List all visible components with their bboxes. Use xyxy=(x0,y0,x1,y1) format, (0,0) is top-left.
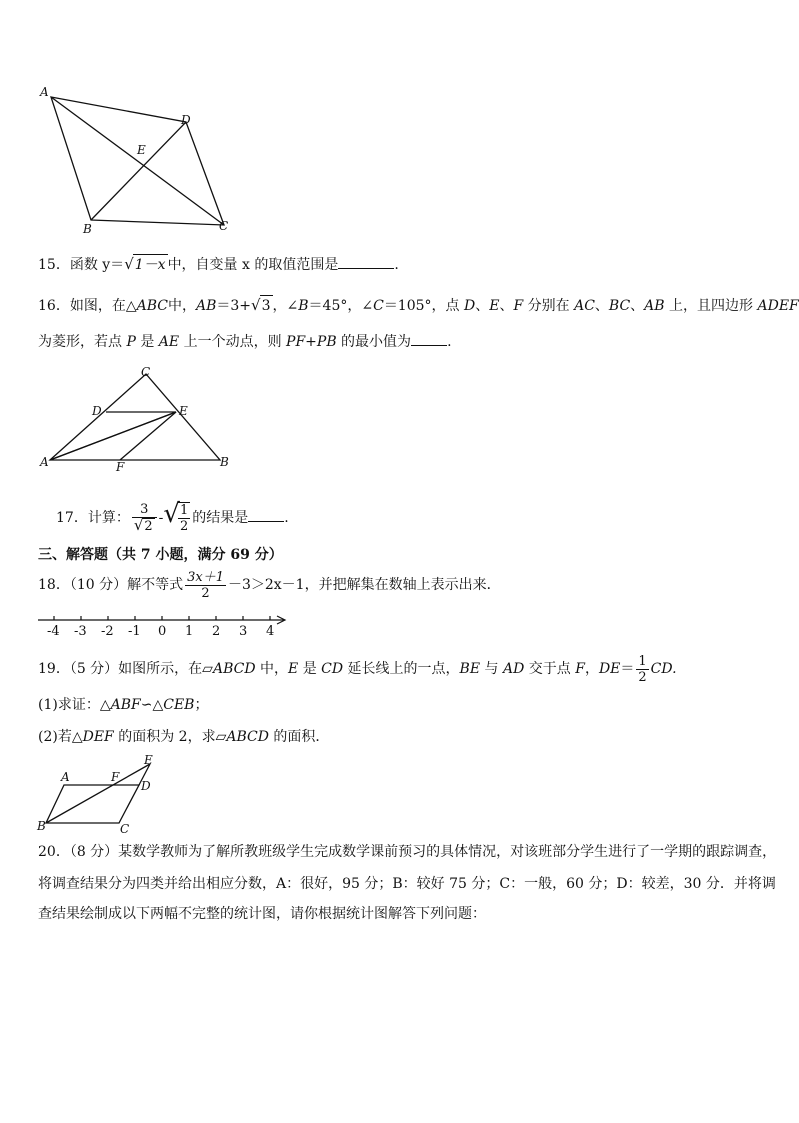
numerator: 3x＋1 xyxy=(187,569,224,585)
question-19-part-2 xyxy=(38,727,329,747)
q16-text: 如图，在△ xyxy=(69,298,137,314)
question-19-part-1 xyxy=(38,695,208,715)
q16-d: D xyxy=(463,298,476,314)
number-line xyxy=(36,610,296,642)
q19-be: BE xyxy=(459,661,481,677)
tick-label: -2 xyxy=(101,624,114,639)
label-b: B xyxy=(220,455,229,469)
q19-ad: AD xyxy=(502,661,525,677)
q19-text: 是 xyxy=(298,661,322,677)
q16-ac: AC xyxy=(574,298,595,314)
q15-prefix: 函数 y＝ xyxy=(69,257,125,273)
question-15 xyxy=(38,254,399,275)
q19-text: ； xyxy=(194,697,209,713)
sqrt-icon: √ xyxy=(124,255,134,273)
fraction xyxy=(178,502,190,534)
q16-ab: AB xyxy=(644,298,665,314)
figure-parallelogram-abcd xyxy=(34,752,164,836)
q19-e: E xyxy=(288,661,299,677)
question-18 xyxy=(38,566,501,604)
q19-text: (1)求证：△ xyxy=(38,697,111,713)
tick-label: 3 xyxy=(239,624,248,639)
q15-end: . xyxy=(394,257,399,273)
label-c: C xyxy=(219,219,229,233)
answer-blank xyxy=(338,254,394,269)
numerator: 1 xyxy=(179,503,189,518)
label-e: E xyxy=(144,753,153,767)
q16-text: 上，且四边形 xyxy=(664,298,758,314)
q19-text: 延长线上的一点， xyxy=(343,661,460,677)
figure-triangle-abc xyxy=(36,362,236,474)
label-d: D xyxy=(92,404,102,418)
denominator: 2 xyxy=(179,519,189,534)
numerator: 3 xyxy=(132,502,157,518)
fraction xyxy=(636,654,648,685)
label-a: A xyxy=(40,455,49,469)
q16-adef: ADEF xyxy=(757,298,799,314)
q16-sep: 、 xyxy=(594,298,609,314)
label-a: A xyxy=(61,770,70,784)
denominator: 2 xyxy=(638,669,647,685)
q16-bc: BC xyxy=(608,298,631,314)
tick-label: 2 xyxy=(212,624,221,639)
figure-quadrilateral-abcd xyxy=(36,82,246,242)
q16-text: 的最小值为 xyxy=(336,334,412,350)
q16-abc: ABC xyxy=(136,298,168,314)
tick-label: -3 xyxy=(74,624,87,639)
tick-label: -4 xyxy=(47,624,60,639)
q18-text: 18．（10 分）解不等式 xyxy=(38,577,184,593)
q16-text: 上一个动点，则 xyxy=(179,334,287,350)
q19-def: DEF xyxy=(82,729,114,745)
q19-text: 19．（5 分）如图所示，在▱ xyxy=(38,661,213,677)
q16-text: 是 xyxy=(135,334,159,350)
q16-text: ＝45°，∠ xyxy=(308,298,374,314)
tick-label: 1 xyxy=(185,624,194,639)
q19-text: ＝ xyxy=(620,661,635,677)
q19-text: 的面积． xyxy=(268,729,330,745)
q16-radicand: 3 xyxy=(260,295,273,316)
q16-sep: 、 xyxy=(475,298,490,314)
label-f: F xyxy=(116,460,125,474)
q18-text: －3＞2x－1，并把解集在数轴上表示出来． xyxy=(227,577,501,593)
fraction xyxy=(185,570,226,601)
q19-abcd: ABCD xyxy=(212,661,256,677)
q16-end: . xyxy=(447,334,452,350)
denominator: 2 xyxy=(201,585,210,601)
q15-number: 15． xyxy=(38,257,70,273)
q16-text: 分别在 xyxy=(523,298,575,314)
label-c: C xyxy=(120,822,130,836)
numerator: 1 xyxy=(638,653,647,669)
fraction xyxy=(132,502,157,534)
q16-e: E xyxy=(489,298,500,314)
q16-number: 16． xyxy=(38,298,70,314)
q19-text: ， xyxy=(584,661,599,677)
label-c: C xyxy=(141,365,151,379)
q19-cd: CD. xyxy=(650,661,677,677)
label-d: D xyxy=(181,113,191,127)
q16-p: P xyxy=(126,334,136,350)
q19-de: DE xyxy=(598,661,621,677)
q19-cd: CD xyxy=(321,661,344,677)
minus-sign: - xyxy=(158,510,164,526)
q16-ab: AB xyxy=(195,298,217,314)
label-e: E xyxy=(179,404,188,418)
question-20-line-2: 将调查结果分为四类并给出相应分数，A：很好，95 分；B：较好 75 分；C：一般，60 分；D：较差，30 分．并将调 xyxy=(38,876,776,892)
question-16-line-1 xyxy=(38,295,799,316)
q17-text: 的结果是 xyxy=(192,510,249,526)
q17-number: 17． xyxy=(56,510,88,526)
tick-label: -1 xyxy=(128,624,141,639)
q16-angle-b: B xyxy=(298,298,309,314)
question-16-line-2 xyxy=(38,331,452,352)
q19-text: ∽△ xyxy=(140,697,164,713)
label-a: A xyxy=(40,85,49,99)
q16-text: ＝3+ xyxy=(216,298,252,314)
section-heading: 三、解答题（共 7 小题，满分 69 分） xyxy=(38,547,283,563)
q16-sep: 、 xyxy=(630,298,645,314)
question-20-line-3: 查结果绘制成以下两幅不完整的统计图，请你根据统计图解答下列问题： xyxy=(38,906,486,922)
label-f: F xyxy=(111,770,120,784)
q17-text: 计算： xyxy=(87,510,130,526)
q16-ae: AE xyxy=(158,334,180,350)
q16-f: F xyxy=(513,298,524,314)
answer-blank xyxy=(248,507,284,522)
label-e: E xyxy=(137,143,146,157)
q16-text: 为菱形，若点 xyxy=(38,334,127,350)
q16-text: ，∠ xyxy=(272,298,299,314)
radicand: 2 xyxy=(144,519,153,534)
q19-text: (2)若△ xyxy=(38,729,83,745)
denominator xyxy=(132,518,157,534)
q16-sep: 、 xyxy=(499,298,514,314)
tick-label: 0 xyxy=(158,624,167,639)
label-d: D xyxy=(141,779,151,793)
tick-label: 4 xyxy=(266,624,275,639)
q19-text: 中， xyxy=(255,661,289,677)
sqrt-icon: √ xyxy=(133,516,144,534)
q19-abf: ABF xyxy=(110,697,141,713)
q16-angle-c: C xyxy=(373,298,384,314)
q19-abcd: ABCD xyxy=(226,729,269,745)
q16-pfpb: PF+PB xyxy=(286,334,337,350)
q16-text: 中， xyxy=(167,298,196,314)
q16-text: ＝105°，点 xyxy=(383,298,464,314)
q15-radicand: 1－x xyxy=(133,254,168,275)
q19-text: 交于点 xyxy=(524,661,576,677)
answer-blank xyxy=(411,331,447,346)
q19-f: F xyxy=(575,661,585,677)
q15-text: 中，自变量 x 的取值范围是 xyxy=(167,257,339,273)
question-19 xyxy=(38,650,677,688)
sqrt-icon: √ xyxy=(163,499,180,529)
label-b: B xyxy=(37,819,46,833)
q19-text: 与 xyxy=(480,661,503,677)
sqrt-icon: √ xyxy=(251,296,261,314)
q19-text: 的面积为 2，求▱ xyxy=(113,729,227,745)
label-b: B xyxy=(83,222,92,236)
q19-ceb: CEB xyxy=(163,697,195,713)
q17-end: . xyxy=(284,510,289,526)
question-20-line-1: 20．（8 分）某数学教师为了解所教班级学生完成数学课前预习的具体情况，对该班部分学生进行了一学期的跟踪调查， xyxy=(38,844,777,860)
question-17 xyxy=(56,497,289,535)
